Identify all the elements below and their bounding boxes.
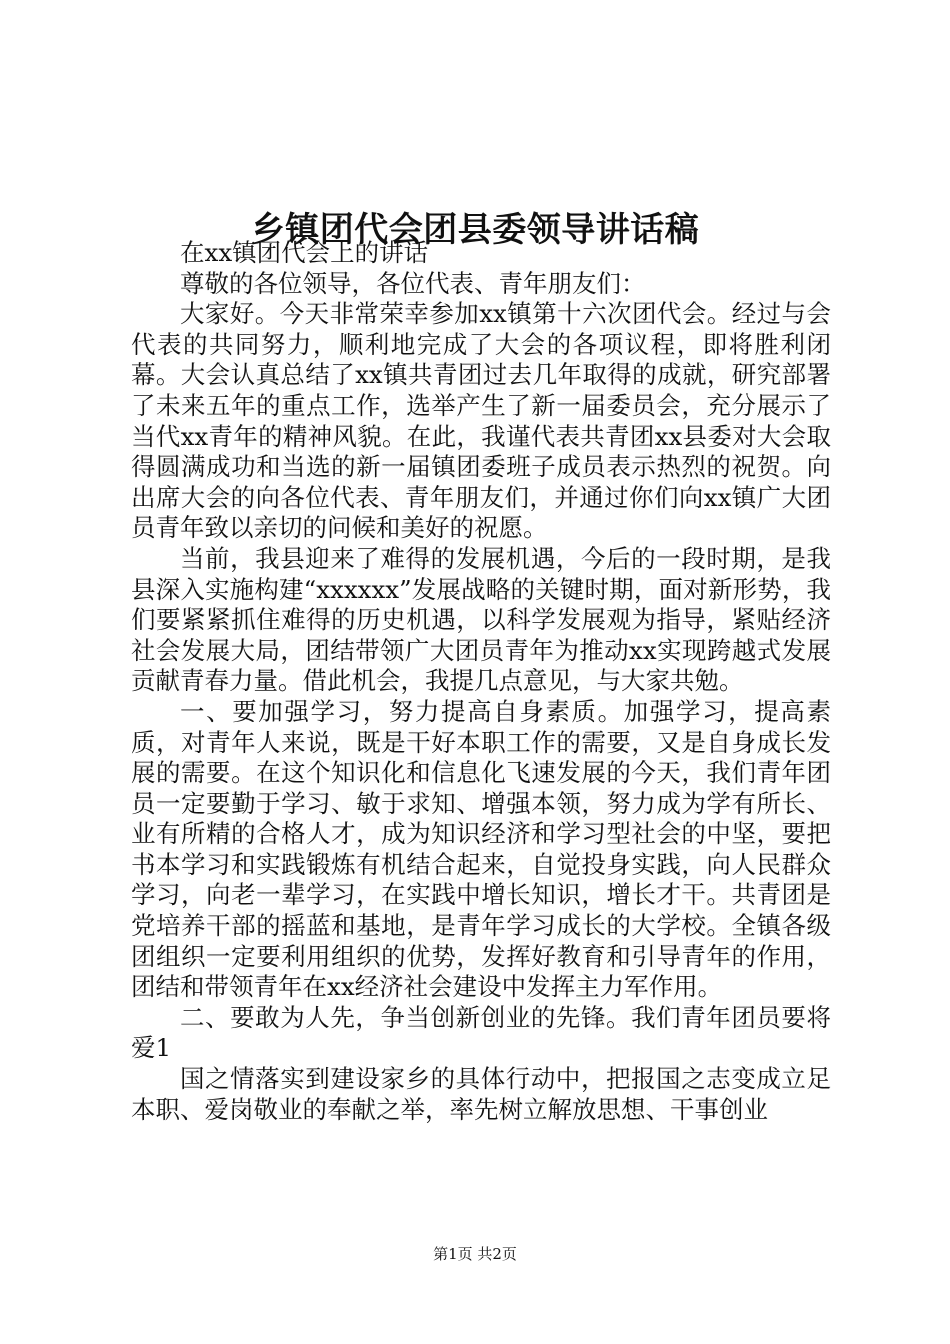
paragraph-point-one: 一、要加强学习，努力提高自身素质。加强学习，提高素质，对青年人来说，既是干好本职工作的需要，又是自身成长发展的需要。在这个知识化和信息化飞速发展的今天，我们青年团员一定要勤于学习、敏于求知、增强本领，努力成为学有所长、业有所精的合格人才，成为知识经济和学习型社会的中坚，要把书本学习和实践锻炼有机结合起来，自觉投身实践，向人民群众学习，向老一辈学习，在实践中增长知识，增长才干。共青团是党培养干部的摇蓝和基地，是青年学习成长的大学校。全镇各级团组织一定要利用组织的优势，发挥好教育和引导青年的作用，团结和带领青年在xx经济社会建设中发挥主力军作用。 bbox=[131, 696, 831, 1002]
paragraph-context: 当前，我县迎来了难得的发展机遇，今后的一段时期，是我县深入实施构建“xxxxxx”发展战略的关键时期，面对新形势，我们要紧紧抓住难得的历史机遇，以科学发展观为指导，紧贴经济社会发展大局，团结带领广大团员青年为推动xx实现跨越式发展贡献青春力量。借此机会，我提几点意见，与大家共勉。 bbox=[131, 543, 831, 696]
paragraph-salutation: 尊敬的各位领导，各位代表、青年朋友们： bbox=[180, 268, 646, 298]
paragraph-continuation: 国之情落实到建设家乡的具体行动中，把报国之志变成立足本职、爱岗敬业的奉献之举，率先树立解放思想、干事创业 bbox=[131, 1064, 831, 1124]
paragraph-point-two: 二、要敢为人先，争当创新创业的先锋。我们青年团员要将爱1 bbox=[131, 1002, 831, 1063]
paragraph-subtitle: 在xx镇团代会上的讲话 bbox=[180, 238, 429, 267]
document-title: 乡镇团代会团县委领导讲话稿 bbox=[250, 209, 700, 250]
paragraph-greeting: 大家好。今天非常荣幸参加xx镇第十六次团代会。经过与会代表的共同努力，顺利地完成了大会的各项议程，即将胜利闭幕。大会认真总结了xx镇共青团过去几年取得的成就，研究部署了未来五年的重点工作，选举产生了新一届委员会，充分展示了当代xx青年的精神风貌。在此，我谨代表共青团xx县委对大会取得圆满成功和当选的新一届镇团委班子成员表示热烈的祝贺。向出席大会的向各位代表、青年朋友们，并通过你们向xx镇广大团员青年致以亲切的问候和美好的祝愿。 bbox=[131, 299, 831, 543]
document-body bbox=[131, 238, 831, 1125]
page-footer: 第1页 共2页 bbox=[433, 1245, 517, 1263]
